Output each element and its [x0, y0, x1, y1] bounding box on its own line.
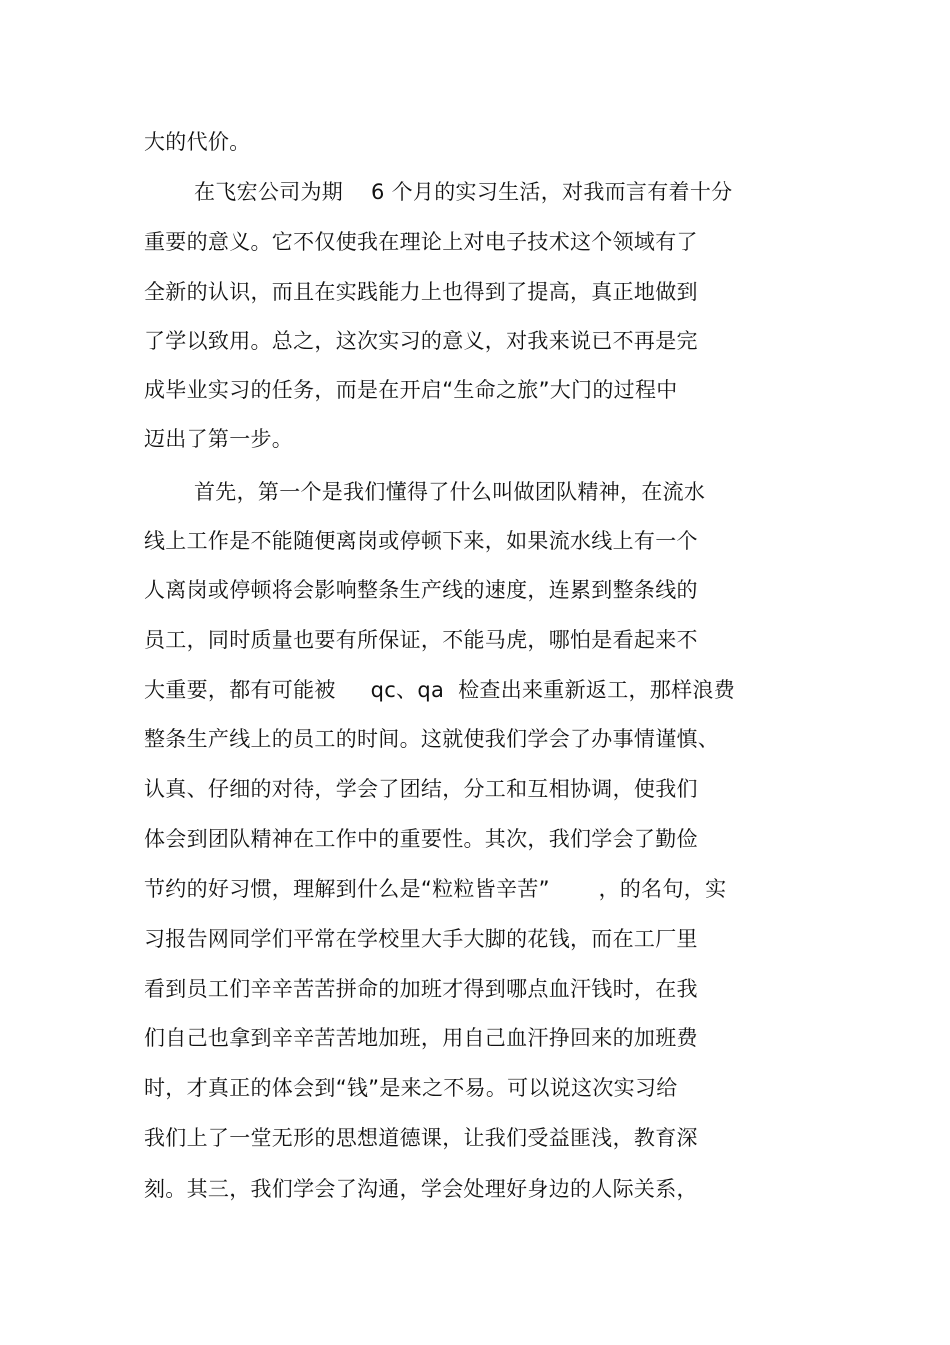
text-line: 我们上了一堂无形的思想道德课，让我们受益匪浅，教育深 [144, 1126, 698, 1150]
text-line: 整条生产线上的员工的时间。这就使我们学会了办事情谨慎、 [144, 727, 720, 751]
text-line: 人离岗或停顿将会影响整条生产线的速度，连累到整条线的 [144, 578, 698, 602]
text-line: 成毕业实习的任务，而是在开启“生命之旅”大门的过程中 [144, 378, 678, 402]
text-line: 认真、仔细的对待，学会了团结，分工和互相协调，使我们 [144, 777, 698, 801]
text-line: 迈出了第一步。 [144, 427, 294, 451]
text-line: 习报告网同学们平常在学校里大手大脚的花钱，而在工厂里 [144, 927, 698, 951]
text-line: 时，才真正的体会到“钱”是来之不易。可以说这次实习给 [144, 1076, 678, 1100]
text-line: 看到员工们辛辛苦苦拼命的加班才得到哪点血汗钱时，在我 [144, 977, 698, 1001]
text-line: 了学以致用。总之，这次实习的意义，对我来说已不再是完 [144, 329, 698, 353]
text-line: 大的代价。 [144, 130, 251, 154]
text-line: 刻。其三，我们学会了沟通，学会处理好身边的人际关系， [144, 1177, 698, 1201]
text-line: 节约的好习惯，理解到什么是“粒粒皆辛苦” ，的名句，实 [144, 877, 727, 901]
text-line: 首先，第一个是我们懂得了什么叫做团队精神，在流水 [194, 480, 706, 504]
text-line: 线上工作是不能随便离岗或停顿下来，如果流水线上有一个 [144, 529, 698, 553]
text-line: 们自己也拿到辛辛苦苦地加班，用自己血汗挣回来的加班费 [144, 1026, 698, 1050]
text-line: 大重要，都有可能被 qc、qa 检查出来重新返工，那样浪费 [144, 678, 735, 702]
text-line: 重要的意义。它不仅使我在理论上对电子技术这个领域有了 [144, 230, 698, 254]
text-line: 在飞宏公司为期 6 个月的实习生活，对我而言有着十分 [194, 180, 733, 204]
text-line: 全新的认识，而且在实践能力上也得到了提高，真正地做到 [144, 280, 698, 304]
text-line: 体会到团队精神在工作中的重要性。其次，我们学会了勤俭 [144, 827, 698, 851]
text-line: 员工，同时质量也要有所保证，不能马虎，哪怕是看起来不 [144, 628, 698, 652]
